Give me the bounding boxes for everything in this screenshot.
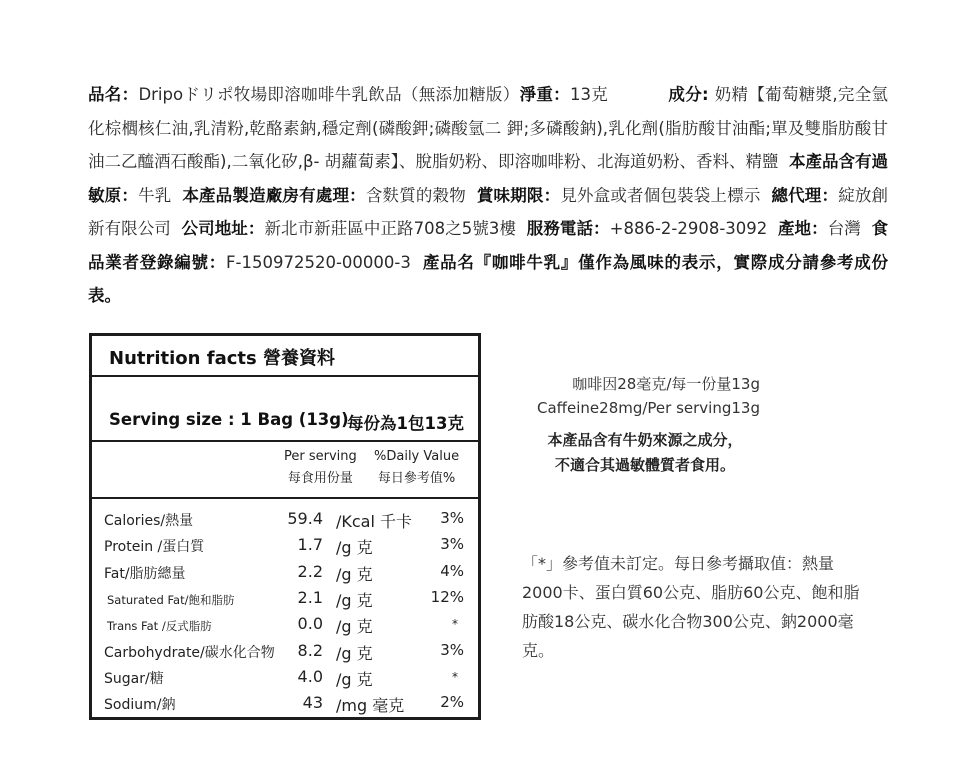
nutrient-row xyxy=(92,506,478,532)
caffeine-en: Caffeine28mg/Per serving13g xyxy=(537,399,760,417)
nutrient-daily-value: 3% xyxy=(440,509,464,527)
name-value: Dripoドリポ牧場即溶咖啡牛乳飲品（無添加糖版） xyxy=(138,85,520,104)
product-info-paragraph xyxy=(88,78,888,313)
nutrient-label: Saturated Fat/飽和脂肪 xyxy=(107,592,235,607)
address-value: 新北市新莊區中正路708之5號3樓 xyxy=(264,219,517,238)
nutrient-daily-value: 12% xyxy=(430,587,464,606)
nutrient-value: 1.7 xyxy=(297,535,323,555)
nutrient-value: 2.2 xyxy=(297,561,323,581)
col-daily-value-zh: 每日參考值% xyxy=(377,471,456,486)
name-label: 品名： xyxy=(88,85,139,104)
nutrient-daily-value: 3% xyxy=(440,535,464,554)
nutrition-facts-panel xyxy=(89,333,481,720)
col-per-serving-en: Per serving xyxy=(284,449,357,464)
nutrient-row xyxy=(92,532,478,558)
phone-value: +886-2-2908-3092 xyxy=(609,219,768,238)
address-label: 公司地址： xyxy=(181,219,265,238)
nutrient-row xyxy=(92,585,478,611)
registration-label: 食品業者登錄編號： xyxy=(88,219,889,272)
col-per-serving-zh: 每食用份量 xyxy=(287,471,353,486)
weight-label: 淨重： xyxy=(519,85,570,104)
nutrient-value: 0.0 xyxy=(297,614,323,634)
caffeine-zh: 咖啡因28毫克/每一份量13g xyxy=(572,375,760,393)
nutrient-unit: /g 克 xyxy=(336,590,373,610)
nutrient-row xyxy=(92,611,478,637)
nutrient-label: Calories/熱量 xyxy=(104,513,194,529)
allergen-label: 本產品含有過敏原： xyxy=(88,152,889,205)
nutrient-daily-value: 3% xyxy=(440,640,464,659)
nutrient-daily-value: * xyxy=(452,617,458,632)
divider xyxy=(92,440,478,442)
nutrient-unit: /g 克 xyxy=(336,538,373,558)
registration-value: F-150972520-00000-3 xyxy=(226,252,411,272)
weight-value: 13克 xyxy=(570,85,609,104)
col-daily-value xyxy=(374,446,459,490)
nutrient-row xyxy=(92,638,478,664)
nutrient-label: Sodium/鈉 xyxy=(104,697,176,714)
factory-value: 含麩質的穀物 xyxy=(365,185,466,205)
nutrient-daily-value: 4% xyxy=(440,561,464,580)
ingredients-label: 成分: xyxy=(668,85,715,104)
allergy-warning xyxy=(520,428,770,478)
agent-label: 總代理： xyxy=(771,185,839,205)
nutrient-unit: /g 克 xyxy=(336,643,373,663)
ingredients-value: 奶精【葡萄糖漿,完全氫化棕櫚核仁油,乳清粉,乾酪素鈉,穩定劑(磷酸鉀;磷酸氫二 鉀;多磷酸鈉),乳化劑(脂肪酸甘油酯;單及雙脂肪酸甘油二乙醯酒石酸酯),二氧化矽,β- 胡蘿蔔素】、脫脂奶粉、即溶咖啡粉、北海道奶粉、香料、精鹽 xyxy=(88,85,889,171)
divider xyxy=(92,375,478,377)
col-per-serving xyxy=(284,446,357,490)
nutrient-value: 8.2 xyxy=(297,640,323,660)
nutrient-row xyxy=(92,664,478,690)
nutrient-unit: /g 克 xyxy=(336,564,373,584)
nutrient-unit: /mg 毫克 xyxy=(336,696,405,716)
nutrient-daily-value: 2% xyxy=(440,693,464,712)
disclaimer: 產品名『咖啡牛乳』僅作為風味的表示，實際成分請參考成份表。 xyxy=(88,252,888,305)
agent-value: 綻放創新有限公司 xyxy=(88,185,889,238)
nutrient-value: 43 xyxy=(302,693,323,713)
nutrient-value: 2.1 xyxy=(297,587,323,607)
col-daily-value-en: %Daily Value xyxy=(374,449,460,464)
nutrient-unit: /g 克 xyxy=(336,617,373,637)
factory-label: 本產品製造廠房有處理： xyxy=(182,185,366,205)
origin-label: 產地： xyxy=(777,219,828,238)
nutrient-value: 59.4 xyxy=(287,509,323,528)
serving-size-zh: 每份為1包13克 xyxy=(347,414,464,433)
nutrient-label: Trans Fat /反式脂肪 xyxy=(107,619,212,634)
serving-size: Serving size : 1 Bag (13g) xyxy=(109,410,349,429)
divider xyxy=(92,497,478,499)
nutrient-unit: /Kcal 千卡 xyxy=(336,512,413,531)
nutrient-label: Fat/脂肪總量 xyxy=(104,565,186,582)
nutrient-row xyxy=(92,690,478,716)
caffeine-info xyxy=(522,372,760,420)
reference-note: 「*」參考值未訂定。每日參考攝取值：熱量2000卡、蛋白質60公克、脂肪60公克、飽和脂肪酸18公克、碳水化合物300公克、鈉2000毫克。 xyxy=(522,554,860,660)
nutrient-label: Sugar/糖 xyxy=(104,670,164,687)
nutrient-row xyxy=(92,559,478,585)
nutrition-title: Nutrition facts 營養資料 xyxy=(109,348,335,369)
expiry-label: 賞味期限： xyxy=(476,185,561,205)
allergy-line-1: 本產品含有牛奶來源之成分， xyxy=(547,431,743,449)
origin-value: 台灣 xyxy=(827,219,861,238)
nutrient-label: Protein /蛋白質 xyxy=(104,539,205,556)
nutrient-value: 4.0 xyxy=(297,666,323,686)
allergy-line-2: 不適合其過敏體質者食用。 xyxy=(554,456,735,474)
nutrient-unit: /g 克 xyxy=(336,669,373,689)
allergen-value: 牛乳 xyxy=(138,185,172,205)
expiry-value: 見外盒或者個包裝袋上標示 xyxy=(560,185,761,205)
nutrient-daily-value: * xyxy=(452,669,458,684)
nutrient-label: Carbohydrate/碳水化合物 xyxy=(104,644,275,661)
phone-label: 服務電話： xyxy=(526,219,610,238)
